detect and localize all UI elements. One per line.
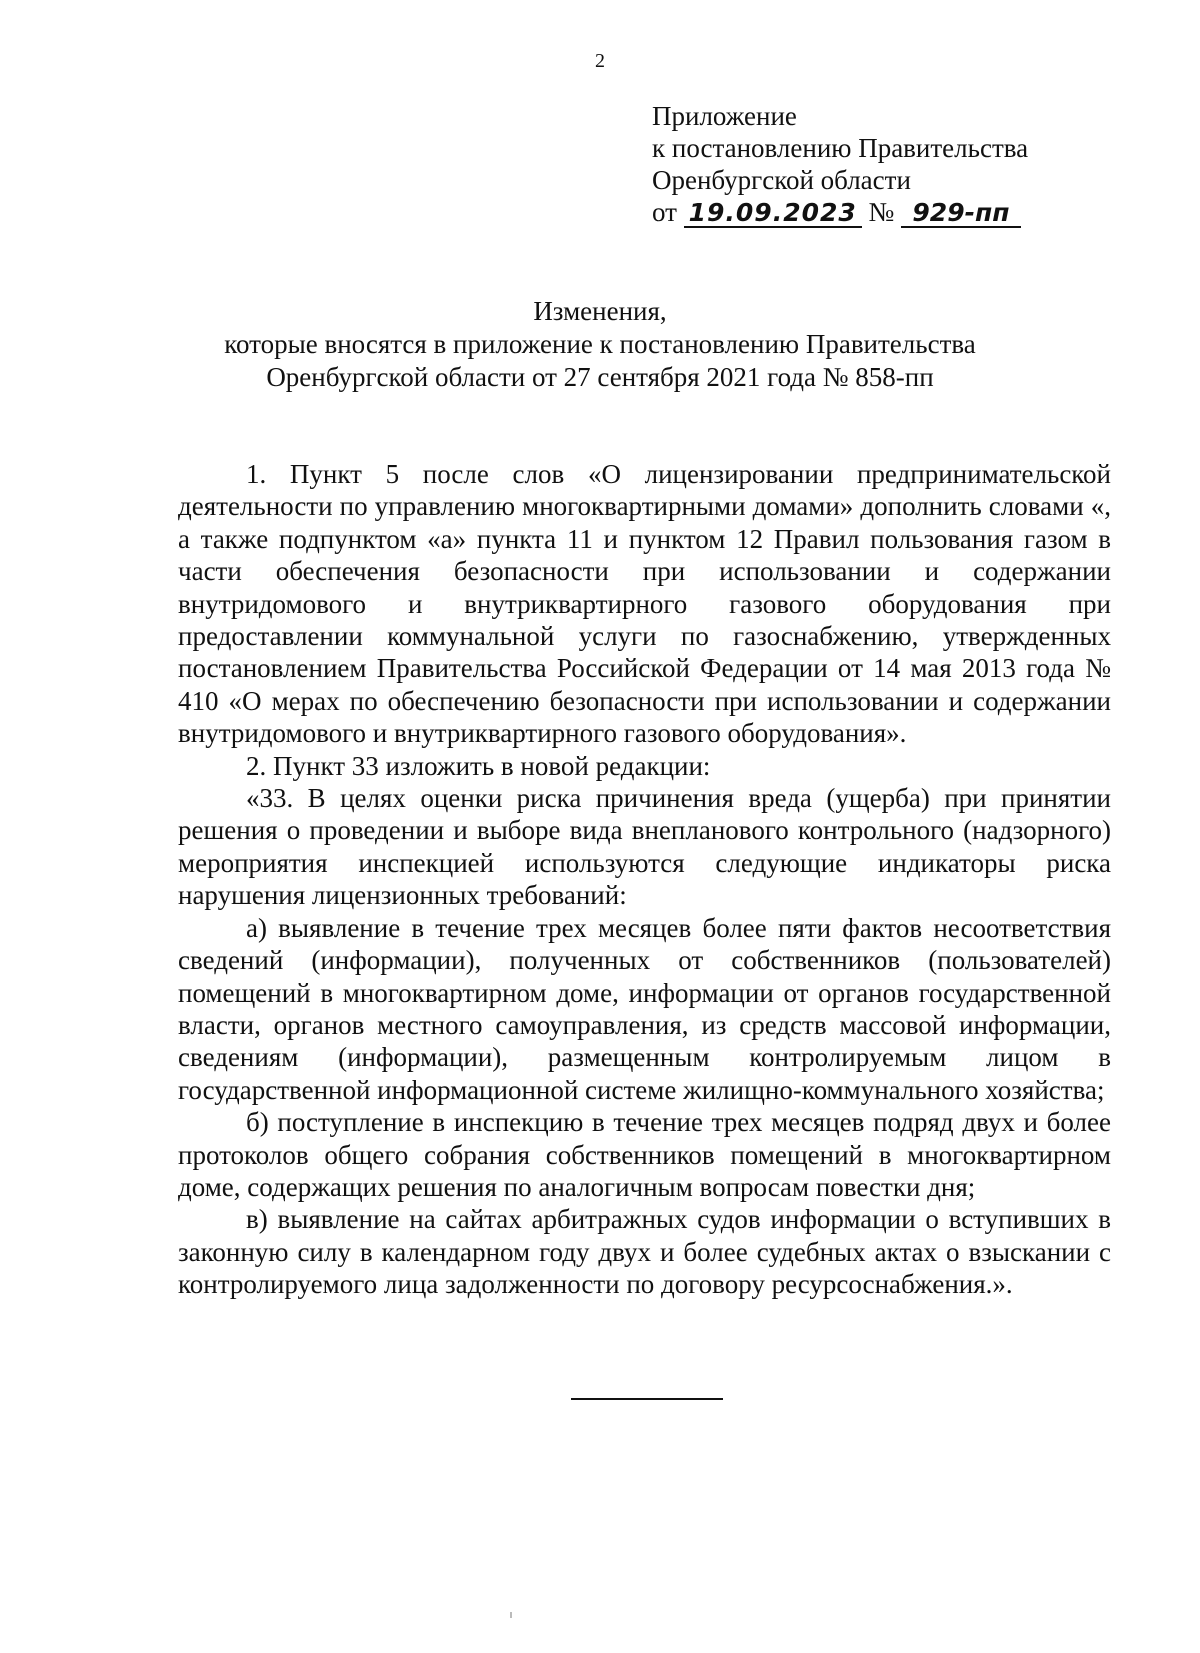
appendix-block — [652, 100, 1028, 228]
number-prefix: № — [868, 197, 895, 227]
paragraph-6: в) выявление на сайтах арбитражных судов информации о вступивших в законную силу в календарном году двух и более судебных актах о взыскании с контролируемого лица задолженности по договору ресурсоснабжения.». — [178, 1204, 1111, 1300]
handwritten-date: 19.09.2023 — [684, 200, 862, 228]
heading-line-3: Оренбургской области от 27 сентября 2021 года № 858-пп — [266, 362, 934, 392]
appendix-date-line — [652, 196, 1028, 228]
paragraph-1: 1. Пункт 5 после слов «О лицензировании предпринимательской деятельности по управлению многоквартирными домами» дополнить словами «, а также подпунктом «а» пункта 11 и пунктом 12 Правил пользования газом в части обеспечения безопасности при использовании и содержании внутридомового и внутриквартирного газового оборудования при предоставлении коммунальной услуги по газоснабжению, утвержденных постановлением Правительства Российской Федерации от 14 мая 2013 года № 410 «О мерах по обеспечению безопасности при использовании и содержании внутридомового и внутриквартирного газового оборудования». — [178, 459, 1111, 749]
heading-line-2: которые вносятся в приложение к постановлению Правительства — [224, 329, 976, 359]
document-heading — [0, 295, 1200, 394]
date-prefix: от — [652, 197, 677, 227]
paragraph-2: 2. Пункт 33 изложить в новой редакции: — [246, 750, 711, 781]
appendix-line-2: к постановлению Правительства — [652, 133, 1029, 163]
closing-rule — [571, 1398, 723, 1400]
appendix-line-3: Оренбургской области — [652, 165, 911, 195]
scan-speck — [510, 1612, 512, 1618]
handwritten-number: 929-пп — [901, 200, 1021, 228]
page-number: 2 — [595, 50, 605, 72]
heading-title: Изменения, — [533, 296, 667, 326]
appendix-title: Приложение — [652, 101, 797, 131]
paragraph-3: «33. В целях оценки риска причинения вреда (ущерба) при принятии решения о проведении и выборе вида внепланового контрольного (надзорного) мероприятия инспекцией используются следующие индикаторы риска нарушения лицензионных требований: — [178, 783, 1111, 911]
document-body — [178, 458, 1111, 1301]
paragraph-5: б) поступление в инспекцию в течение трех месяцев подряд двух и более протоколов общего собрания собственников помещений в многоквартирном доме, содержащих решения по аналогичным вопросам повестки дня; — [178, 1107, 1111, 1202]
paragraph-4: а) выявление в течение трех месяцев более пяти фактов несоответствия сведений (информации), полученных от собственников (пользователей) помещений в многоквартирном доме, информации от органов государственной власти, органов местного самоуправления, из средств массовой информации, сведениям (информации), размещенным контролируемым лицом в государственной информационной системе жилищно-коммунального хозяйства; — [178, 912, 1111, 1105]
